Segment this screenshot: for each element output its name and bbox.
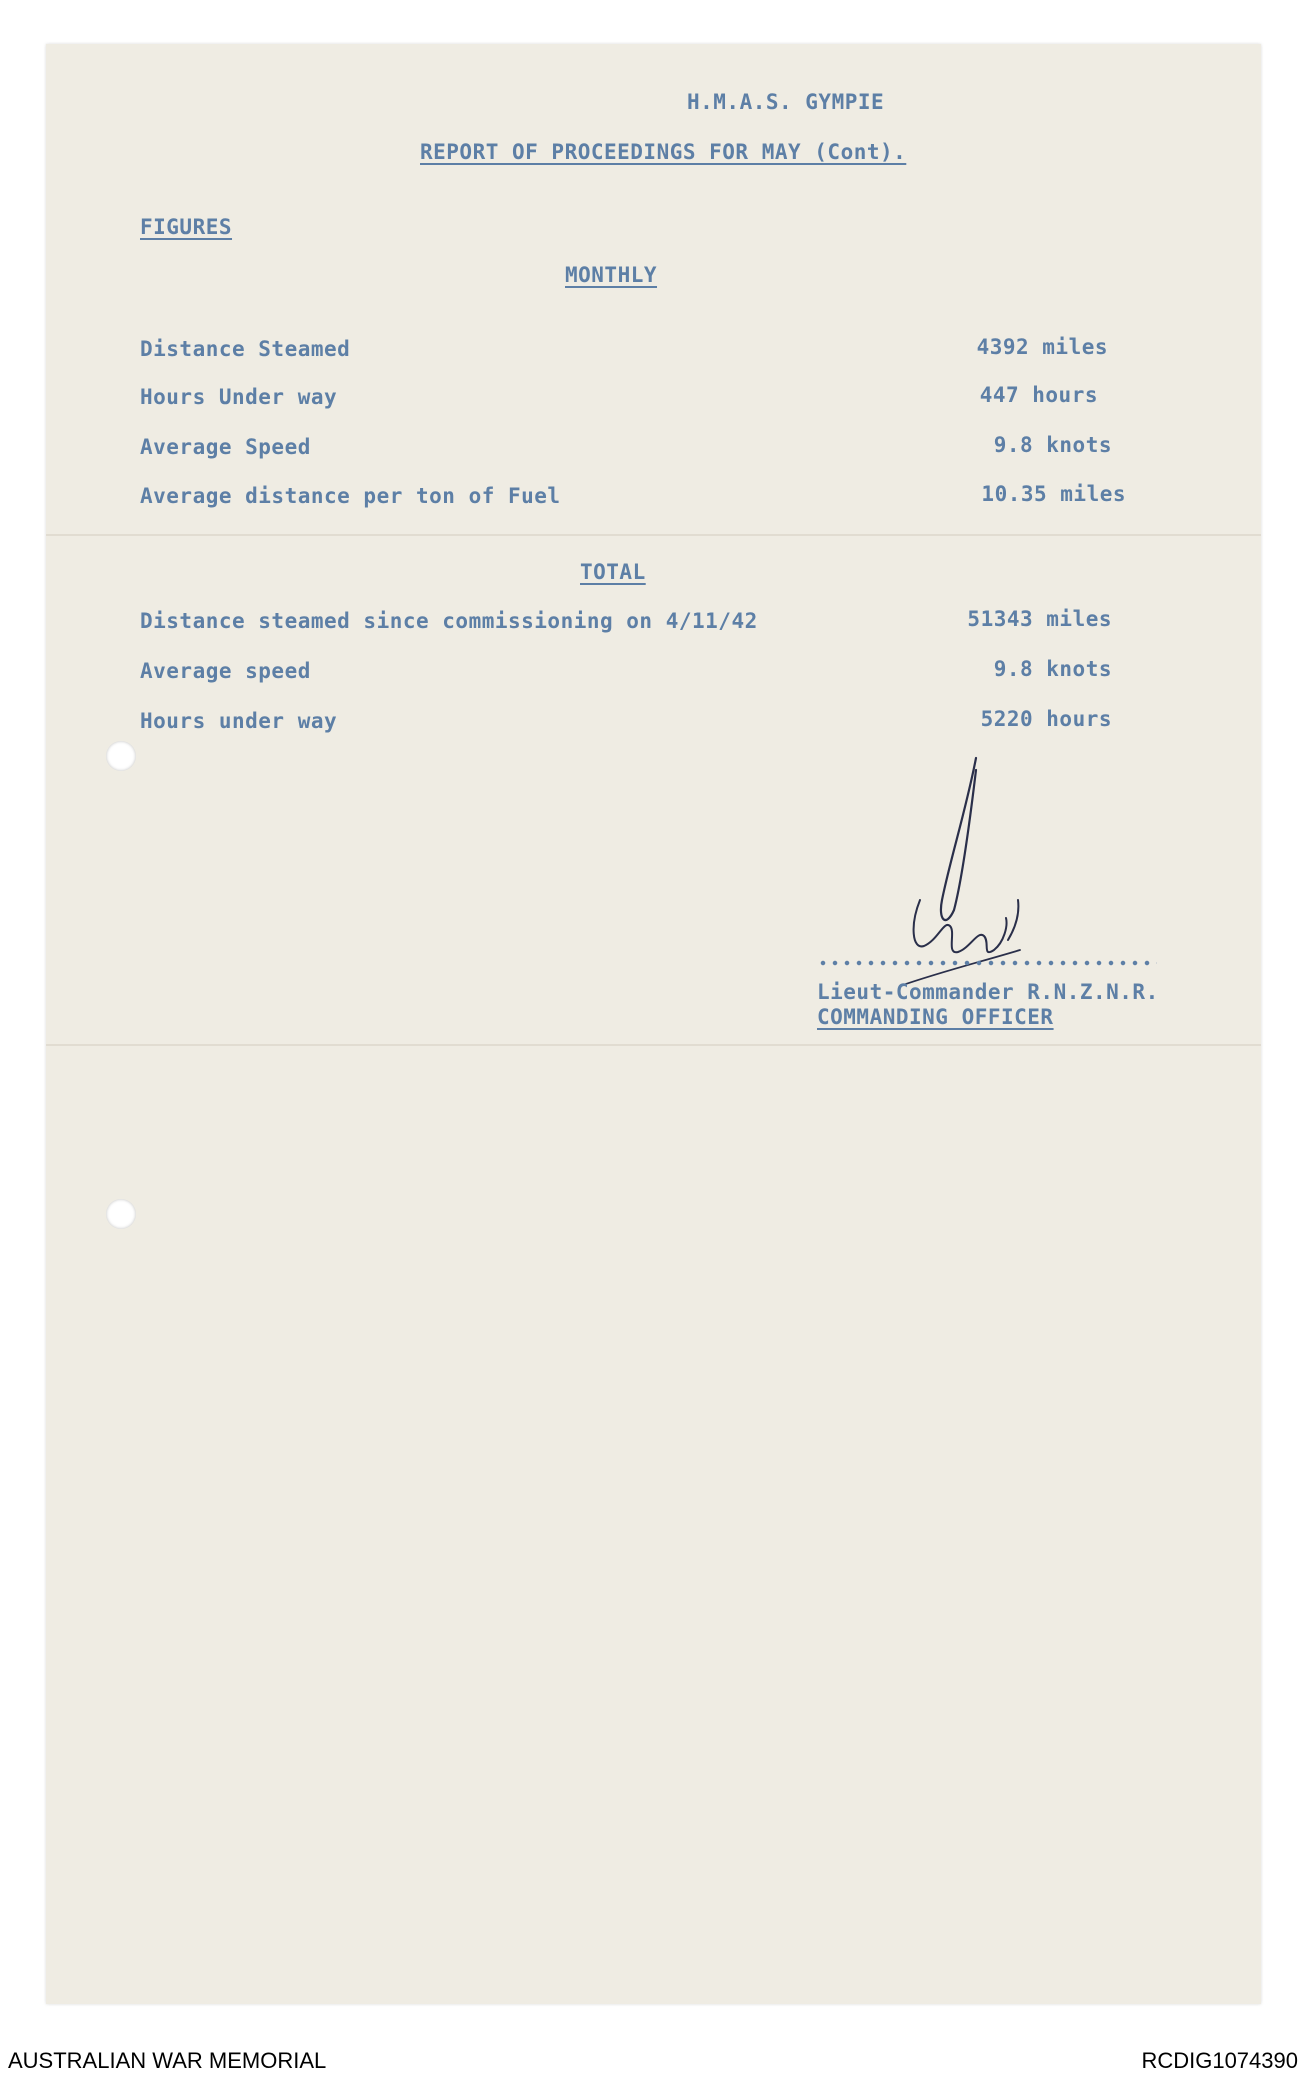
monthly-row-label: Average distance per ton of Fuel bbox=[140, 484, 561, 508]
total-heading: TOTAL bbox=[580, 560, 646, 584]
footer-source: AUSTRALIAN WAR MEMORIAL bbox=[8, 2048, 327, 2073]
fold-line bbox=[46, 534, 1261, 536]
section-label: FIGURES bbox=[140, 215, 233, 239]
total-row-value: 5220 hours bbox=[980, 707, 1112, 731]
monthly-row-label: Average Speed bbox=[140, 435, 311, 459]
report-title: REPORT OF PROCEEDINGS FOR MAY (Cont). bbox=[420, 140, 907, 164]
monthly-row-value: 9.8 knots bbox=[993, 433, 1112, 457]
fold-line bbox=[46, 1044, 1261, 1046]
total-row-label: Distance steamed since commissioning on 4/11/42 bbox=[140, 609, 758, 633]
monthly-heading: MONTHLY bbox=[565, 263, 658, 287]
monthly-row-value: 10.35 miles bbox=[981, 482, 1126, 506]
monthly-row-label: Hours Under way bbox=[140, 385, 338, 409]
total-row-label: Hours under way bbox=[140, 709, 338, 733]
monthly-row-value: 447 hours bbox=[979, 383, 1098, 407]
punch-hole bbox=[106, 1199, 136, 1229]
total-row-value: 51343 miles bbox=[967, 607, 1112, 631]
signatory-rank: Lieut-Commander R.N.Z.N.R. bbox=[817, 980, 1159, 1004]
footer-reference: RCDIG1074390 bbox=[1141, 2048, 1298, 2073]
total-row-value: 9.8 knots bbox=[993, 657, 1112, 681]
total-row-label: Average speed bbox=[140, 659, 311, 683]
handwritten-signature bbox=[880, 750, 1050, 1010]
ship-name: H.M.A.S. GYMPIE bbox=[687, 90, 885, 114]
signatory-role: COMMANDING OFFICER bbox=[817, 1005, 1054, 1029]
punch-hole bbox=[106, 741, 136, 771]
signature-line bbox=[817, 960, 1157, 966]
monthly-row-value: 4392 miles bbox=[976, 335, 1108, 359]
monthly-row-label: Distance Steamed bbox=[140, 337, 351, 361]
